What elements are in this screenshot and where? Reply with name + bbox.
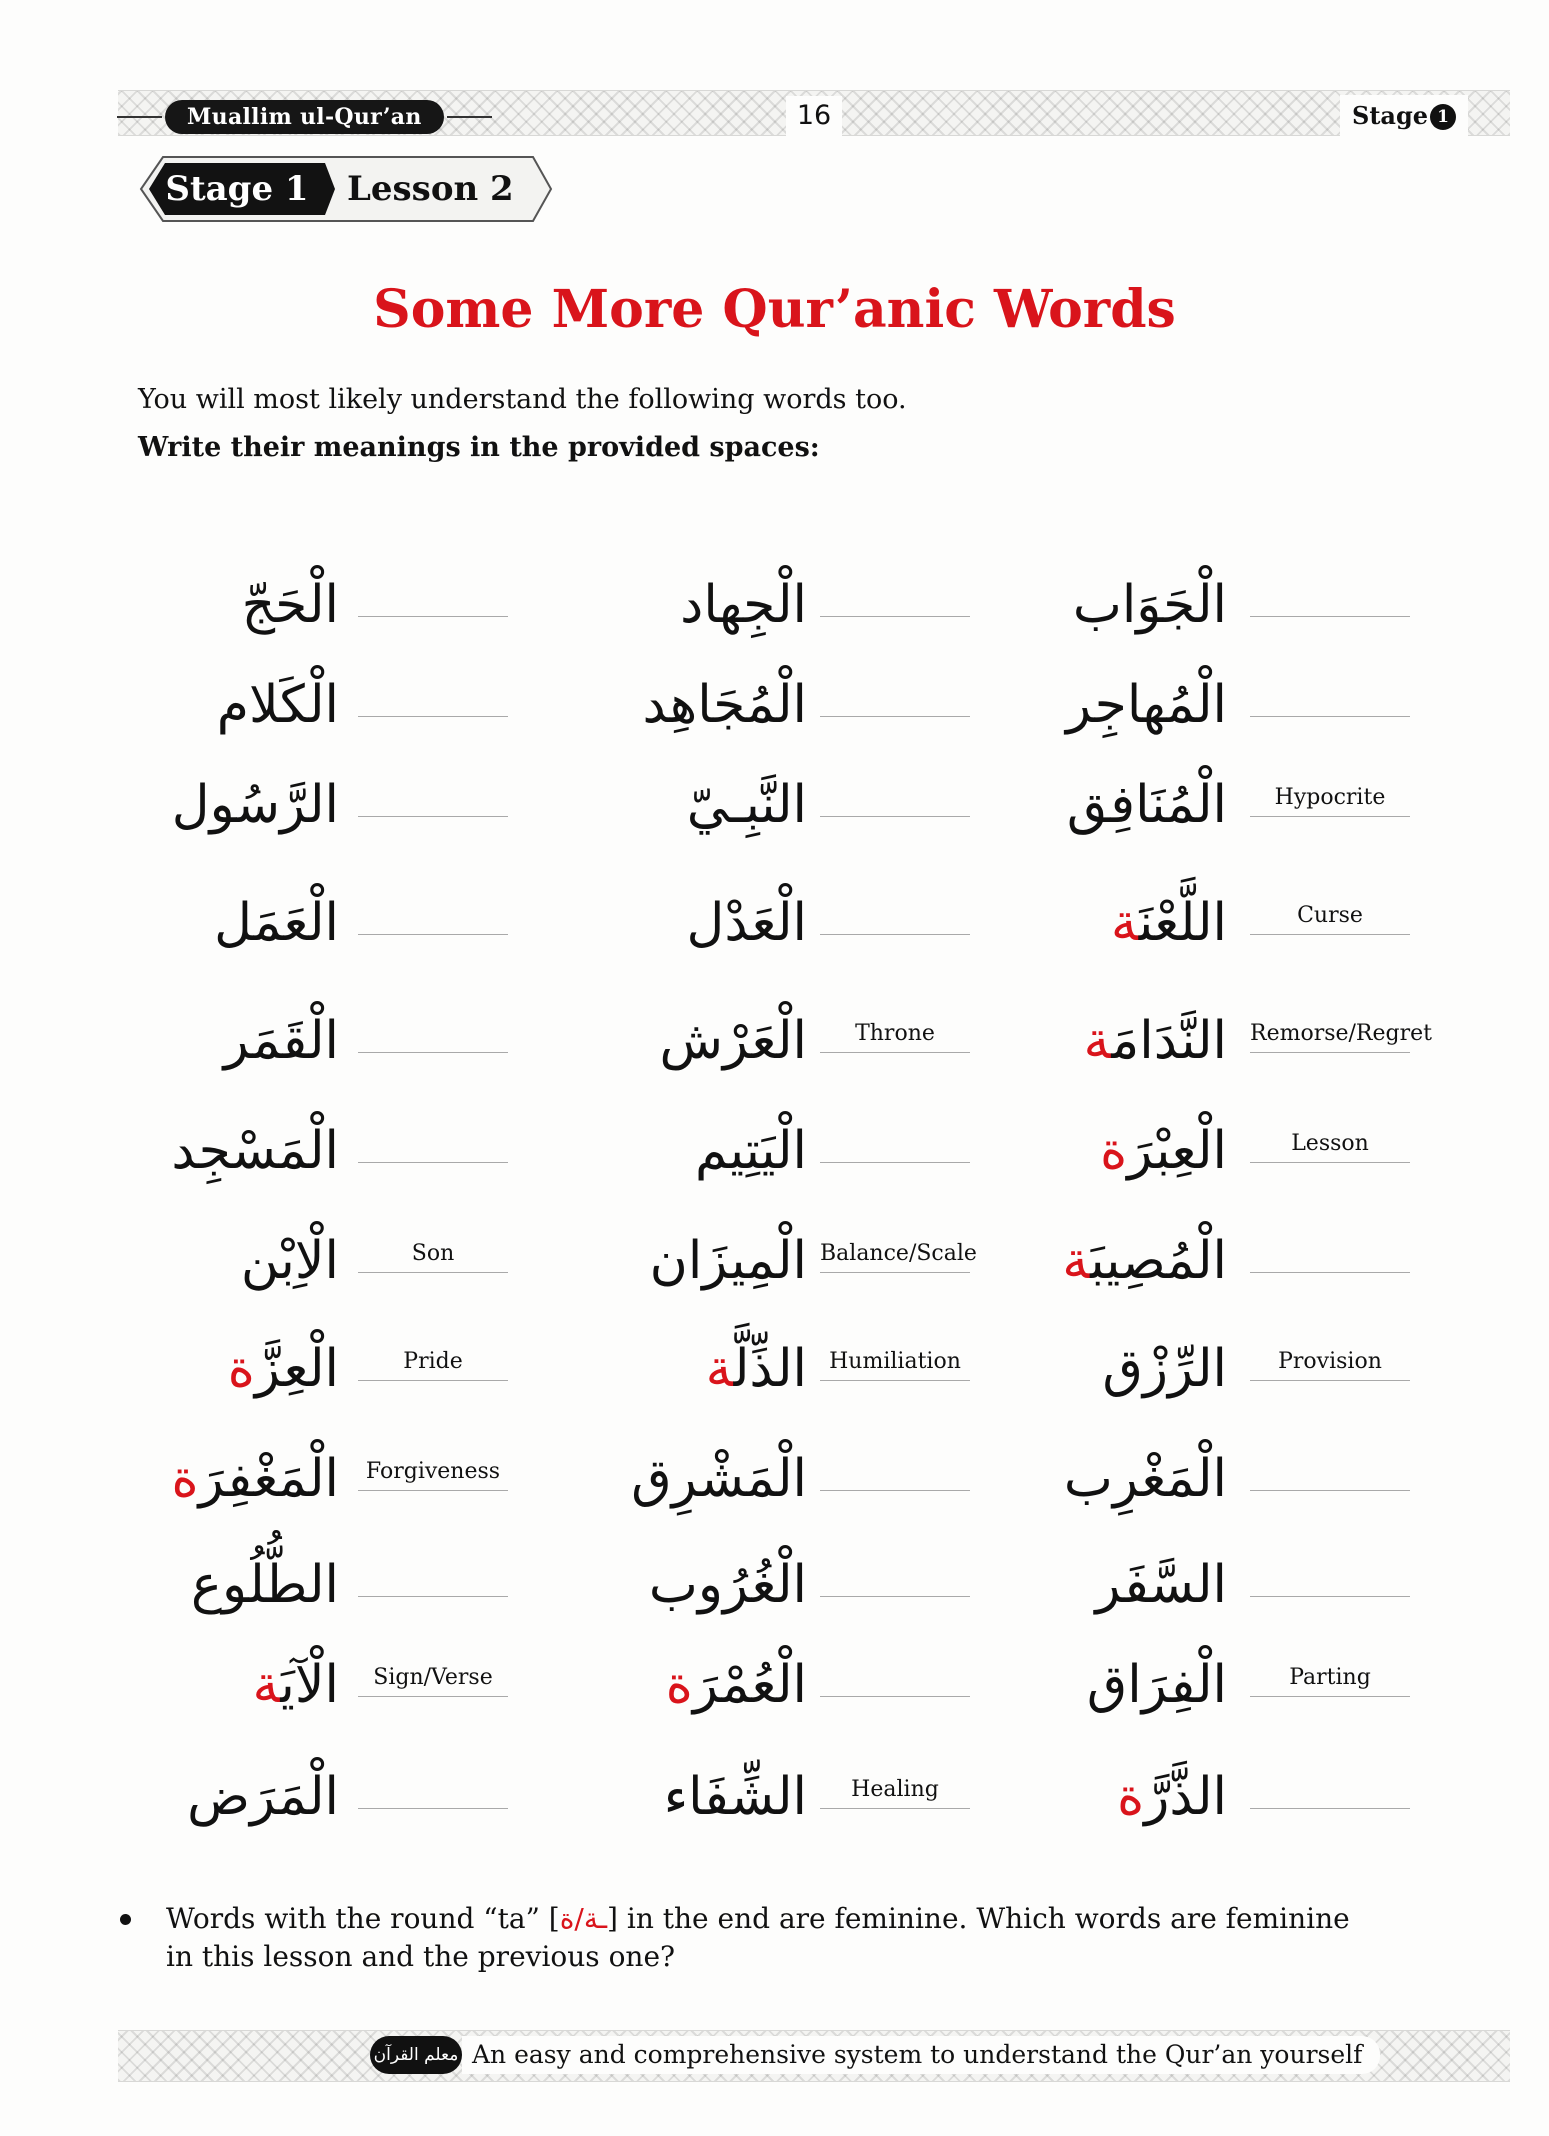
arabic-word: [967, 996, 1227, 1086]
arabic-word: [139, 1216, 339, 1306]
meaning-blank[interactable]: [820, 1216, 977, 1273]
meaning-blank[interactable]: [358, 660, 508, 717]
meaning-blank[interactable]: [358, 1434, 508, 1491]
arabic-word: [547, 1106, 807, 1196]
meaning-text: Parting: [1289, 1665, 1371, 1690]
meaning-blank[interactable]: [1250, 1752, 1410, 1809]
meaning-blank[interactable]: [1250, 878, 1410, 935]
meaning-blank[interactable]: [358, 560, 508, 617]
instruction-text: Write their meanings in the provided spaces:: [138, 432, 820, 463]
meaning-blank[interactable]: [1250, 1540, 1410, 1597]
bullet-icon: [120, 1914, 131, 1925]
arabic-word: [547, 760, 807, 850]
arabic-word-text: الْعِبْرَ: [1127, 1121, 1227, 1181]
meaning-blank[interactable]: [358, 760, 508, 817]
arabic-word-text: الْعُمْرَ: [692, 1655, 807, 1715]
meaning-blank[interactable]: [820, 1324, 970, 1381]
arabic-word: [967, 1324, 1227, 1414]
meaning-blank[interactable]: [1250, 660, 1410, 717]
arabic-word: [967, 760, 1227, 850]
word-row: [0, 1106, 1549, 1206]
meaning-blank[interactable]: [1250, 760, 1410, 817]
arabic-word-text: الطُّلُوع: [190, 1555, 339, 1615]
arabic-word-text: السَّفَر: [1095, 1555, 1227, 1615]
arabic-word-text: الْغُرُوب: [648, 1555, 807, 1615]
arabic-word-text: الْمُجَاهِد: [642, 675, 807, 735]
round-ta-ending: ة: [1083, 1011, 1112, 1071]
round-ta-ending: ة: [1110, 893, 1139, 953]
word-row: [0, 560, 1549, 660]
round-ta-marks: ـة/ة: [559, 1902, 608, 1935]
arabic-word-text: الْمَرَض: [187, 1767, 339, 1827]
lesson-tab-stage: Stage 1: [165, 169, 309, 209]
arabic-word: [547, 1640, 807, 1730]
arabic-word-text: الْجَوَاب: [1072, 575, 1227, 635]
word-row: [0, 660, 1549, 760]
arabic-word-text: الْكَلام: [216, 675, 339, 735]
round-ta-ending: ة: [1117, 1767, 1145, 1827]
arabic-word: [547, 1324, 807, 1414]
arabic-word: [139, 760, 339, 850]
word-row: [0, 1434, 1549, 1534]
stage-indicator: [1340, 95, 1468, 137]
stage-indicator-label: Stage: [1352, 101, 1429, 130]
meaning-text: Curse: [1297, 903, 1363, 928]
meaning-text: Throne: [855, 1021, 935, 1046]
arabic-word: [547, 1216, 807, 1306]
arabic-word: [547, 1752, 807, 1842]
stage-number-badge: 1: [1430, 104, 1456, 130]
meaning-blank[interactable]: [820, 560, 970, 617]
arabic-word-text: الْجِهاد: [680, 575, 807, 635]
arabic-word: [967, 1640, 1227, 1730]
meaning-text: Sign/Verse: [373, 1665, 493, 1690]
arabic-word: [967, 560, 1227, 650]
lesson-tab: [135, 153, 555, 225]
meaning-blank[interactable]: [820, 1434, 970, 1491]
word-row: [0, 1640, 1549, 1740]
word-row: [0, 1540, 1549, 1640]
arabic-word: [547, 560, 807, 650]
arabic-word-text: الْمُصِيبَ: [1090, 1231, 1227, 1291]
meaning-blank[interactable]: [358, 1216, 508, 1273]
word-row: [0, 878, 1549, 978]
word-row: [0, 1324, 1549, 1424]
arabic-word-text: الْعَدْل: [686, 893, 807, 953]
round-ta-ending: ة: [1062, 1231, 1091, 1291]
meaning-text: Pride: [403, 1349, 463, 1374]
arabic-word-text: الْمُنَافِق: [1066, 775, 1227, 835]
meaning-blank[interactable]: [820, 1106, 970, 1163]
meaning-blank[interactable]: [1250, 1216, 1410, 1273]
meaning-blank[interactable]: [358, 1106, 508, 1163]
meaning-blank[interactable]: [358, 1324, 508, 1381]
arabic-word-text: الْمَغْفِرَ: [198, 1449, 339, 1509]
arabic-word-text: الذِّلَّ: [733, 1339, 807, 1399]
page-title: Some More Qur’anic Words: [373, 279, 1176, 340]
word-row: [0, 996, 1549, 1096]
meaning-text: Provision: [1278, 1349, 1382, 1374]
arabic-word: [139, 560, 339, 650]
feminine-note-text: [166, 1900, 1360, 1976]
arabic-word-text: الرِّزْق: [1102, 1339, 1227, 1399]
meaning-blank[interactable]: [1250, 560, 1410, 617]
arabic-word-text: الْمِيزَان: [649, 1231, 807, 1291]
meaning-blank[interactable]: [820, 760, 970, 817]
arabic-word-text: الْقَمَر: [223, 1011, 339, 1071]
meaning-blank[interactable]: [820, 878, 970, 935]
arabic-word: [139, 1106, 339, 1196]
arabic-word: [547, 660, 807, 750]
page-number: 16: [786, 96, 842, 136]
meaning-blank[interactable]: [1250, 1434, 1410, 1491]
arabic-word-text: الْآيَ: [280, 1655, 339, 1715]
arabic-word-text: الْيَتِيم: [695, 1121, 807, 1181]
arabic-word: [547, 1434, 807, 1524]
arabic-word: [967, 1752, 1227, 1842]
lesson-tab-lesson: Lesson 2: [347, 169, 514, 209]
meaning-blank[interactable]: [358, 996, 508, 1053]
arabic-word: [547, 878, 807, 968]
arabic-word: [967, 1106, 1227, 1196]
arabic-word-text: الشِّفَاء: [663, 1767, 807, 1827]
arabic-word: [547, 1540, 807, 1630]
arabic-word-text: الْحَجّ: [241, 575, 339, 635]
arabic-word: [967, 878, 1227, 968]
round-ta-ending: ة: [252, 1655, 281, 1715]
meaning-blank[interactable]: [358, 1752, 508, 1809]
note-text-before: Words with the round “ta” [: [166, 1902, 560, 1935]
arabic-word-text: النَّدَامَ: [1111, 1011, 1227, 1071]
arabic-word: [139, 660, 339, 750]
meaning-blank[interactable]: [358, 878, 508, 935]
arabic-word-text: الرَّسُول: [171, 775, 339, 835]
arabic-word: [139, 1640, 339, 1730]
meaning-text: Healing: [851, 1777, 939, 1802]
arabic-word: [139, 996, 339, 1086]
intro-text: You will most likely understand the following words too.: [138, 384, 907, 415]
arabic-word: [967, 1434, 1227, 1524]
meaning-blank[interactable]: [358, 1540, 508, 1597]
arabic-word: [139, 1540, 339, 1630]
word-row: [0, 760, 1549, 860]
arabic-word-text: النَّبِـيّ: [686, 775, 807, 835]
arabic-word-text: الْعَمَل: [214, 893, 339, 953]
arabic-word-text: اللَّعْنَ: [1138, 893, 1227, 953]
meaning-blank[interactable]: [358, 1640, 508, 1697]
meaning-blank[interactable]: [1250, 1324, 1410, 1381]
meaning-blank[interactable]: [820, 1640, 970, 1697]
book-title: Muallim ul-Qur’an: [165, 100, 444, 134]
meaning-text: Lesson: [1291, 1131, 1369, 1156]
meaning-text: Humiliation: [829, 1349, 961, 1374]
arabic-word-text: الذَّرَّ: [1144, 1767, 1227, 1827]
meaning-blank[interactable]: [1250, 1106, 1410, 1163]
arabic-word-text: الْعَرْش: [659, 1011, 807, 1071]
round-ta-ending: ة: [665, 1655, 693, 1715]
round-ta-ending: ة: [171, 1449, 199, 1509]
meaning-blank[interactable]: [820, 1752, 970, 1809]
arabic-word: [547, 996, 807, 1086]
meaning-blank[interactable]: [820, 660, 970, 717]
meaning-blank[interactable]: [820, 1540, 970, 1597]
round-ta-ending: ة: [227, 1339, 255, 1399]
arabic-word-text: الْمُهاجِر: [1065, 675, 1227, 735]
arabic-word: [139, 1752, 339, 1842]
arabic-word: [967, 1216, 1227, 1306]
round-ta-ending: ة: [1099, 1121, 1128, 1181]
meaning-blank[interactable]: [1250, 996, 1432, 1053]
meaning-text: Forgiveness: [365, 1459, 501, 1484]
arabic-word-text: الْاِبْن: [240, 1231, 339, 1291]
arabic-word: [139, 878, 339, 968]
meaning-text: Balance/Scale: [820, 1241, 977, 1266]
arabic-word-text: الْمَسْجِد: [171, 1121, 339, 1181]
meaning-text: Remorse/Regret: [1250, 1021, 1432, 1046]
arabic-word: [139, 1434, 339, 1524]
arabic-word-text: الْعِزَّ: [254, 1339, 339, 1399]
word-row: [0, 1752, 1549, 1852]
arabic-word: [139, 1324, 339, 1414]
arabic-word-text: الْمَغْرِب: [1063, 1449, 1227, 1509]
arabic-word-text: الْمَشْرِق: [631, 1449, 807, 1509]
feminine-note: [120, 1900, 1360, 1976]
footer-tagline: An easy and comprehensive system to understand the Qur’an yourself: [462, 2036, 1380, 2074]
round-ta-ending: ة: [705, 1339, 734, 1399]
meaning-blank[interactable]: [820, 996, 970, 1053]
word-row: [0, 1216, 1549, 1316]
arabic-word: [967, 1540, 1227, 1630]
meaning-text: Hypocrite: [1274, 785, 1386, 810]
meaning-blank[interactable]: [1250, 1640, 1410, 1697]
meaning-text: Son: [411, 1241, 455, 1266]
arabic-word: [967, 660, 1227, 750]
arabic-word-text: الْفِرَاق: [1086, 1655, 1227, 1715]
footer-logo: معلم القرآن: [370, 2036, 462, 2074]
note-text-after: ] in the end are feminine. Which words are feminine in this lesson and the previous one?: [166, 1902, 1350, 1973]
